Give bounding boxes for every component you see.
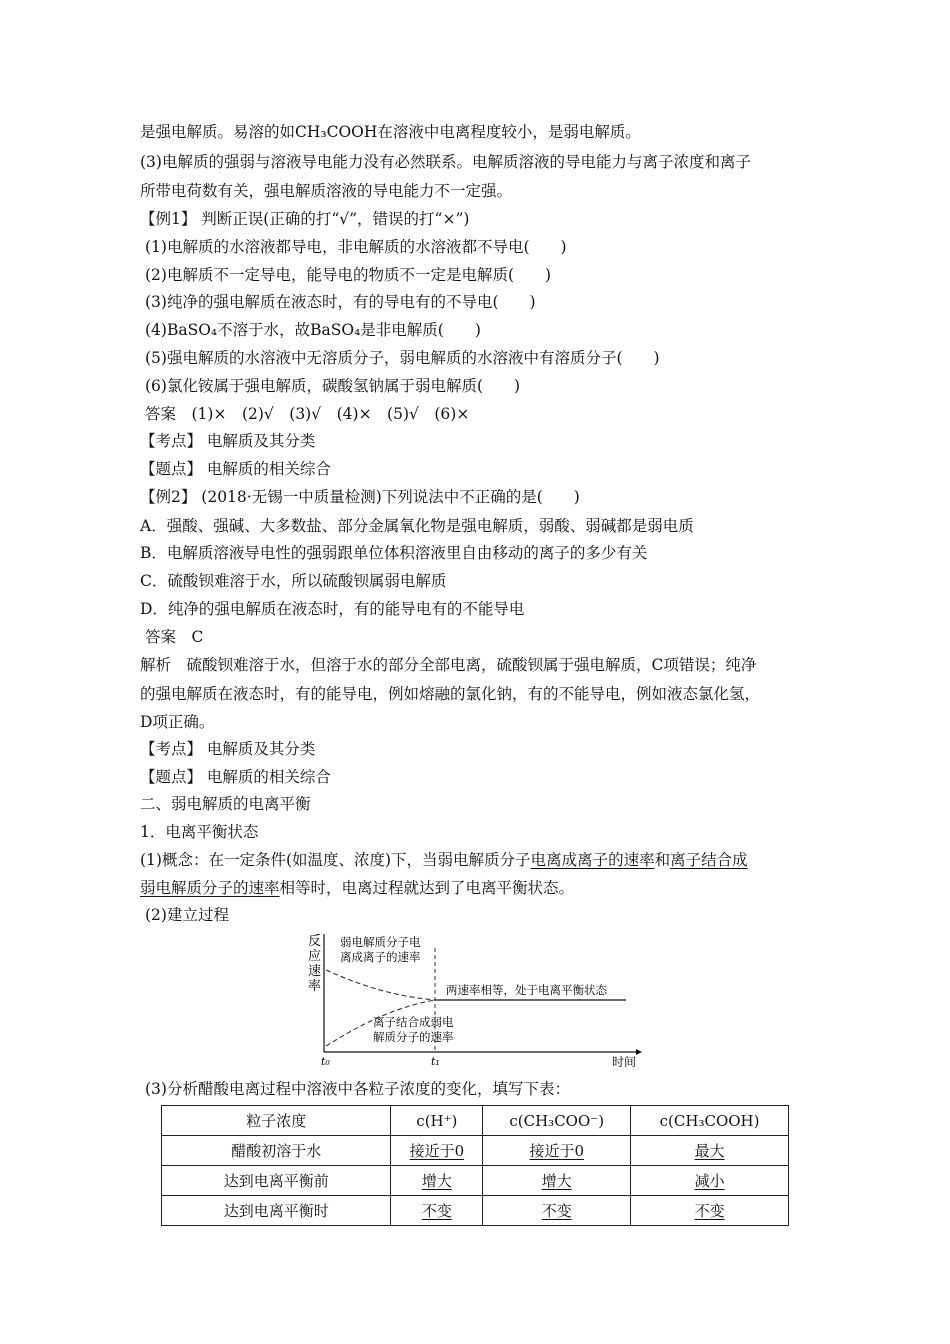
cell-answer: 接近于0 bbox=[529, 1142, 584, 1160]
concept-text: 相等时，电离过程就达到了电离平衡状态。 bbox=[279, 879, 575, 897]
x-tick-label-t0: t₀ bbox=[321, 1055, 330, 1068]
build-process-label: (2)建立过程 bbox=[145, 906, 229, 924]
row-label: 达到电离平衡时 bbox=[162, 1196, 391, 1226]
row-label: 醋酸初溶于水 bbox=[162, 1136, 391, 1166]
concept-line-1 bbox=[140, 850, 748, 870]
table-row bbox=[162, 1136, 789, 1166]
table-cell bbox=[631, 1136, 789, 1166]
intro-line-3: 所带电荷数有关，强电解质溶液的导电能力不一定强。 bbox=[140, 182, 513, 200]
example-1-kaodian: 【考点】 电解质及其分类 bbox=[140, 432, 316, 450]
example-1-item: (3)纯净的强电解质在液态时，有的导电有的不导电( ) bbox=[145, 293, 536, 311]
example-2-option-c: C．硫酸钡难溶于水，所以硫酸钡属弱电解质 bbox=[140, 572, 447, 590]
table-intro: (3)分析醋酸电离过程中溶液中各粒子浓度的变化，填写下表： bbox=[145, 1080, 570, 1098]
cell-answer: 不变 bbox=[694, 1202, 725, 1220]
concept-underlined-term: 离子结合成 bbox=[670, 851, 748, 869]
example-1-item: (4)BaSO₄不溶于水，故BaSO₄是非电解质( ) bbox=[145, 321, 481, 339]
cell-answer: 接近于0 bbox=[409, 1142, 465, 1160]
table-cell bbox=[483, 1166, 631, 1196]
header-cell: c(H⁺) bbox=[391, 1106, 483, 1136]
equilibrium-annotation: 两速率相等，处于电离平衡状态 bbox=[446, 983, 607, 997]
concept-text: (1)概念：在一定条件(如温度、浓度)下，当弱电解质分子 bbox=[140, 851, 531, 869]
subsection-heading: 1．电离平衡状态 bbox=[140, 823, 259, 841]
cell-answer: 最大 bbox=[694, 1142, 725, 1160]
concept-underlined-term: 弱电解质分子的速率 bbox=[140, 879, 280, 897]
table-cell bbox=[391, 1166, 483, 1196]
forward-rate-label: 弱电解质分子电 bbox=[340, 935, 421, 949]
equilibrium-rate-chart bbox=[300, 928, 650, 1068]
x-axis-arrow bbox=[636, 1049, 642, 1055]
x-axis-label: 时间 bbox=[612, 1055, 637, 1068]
concept-text: 和 bbox=[654, 851, 671, 869]
example-2-tidian: 【题点】 电解质的相关综合 bbox=[140, 768, 331, 786]
cell-answer: 减小 bbox=[694, 1172, 725, 1190]
example-1-item: (6)氯化铵属于强电解质，碳酸氢钠属于弱电解质( ) bbox=[145, 377, 521, 395]
intro-line-1: 是强电解质。易溶的如CH₃COOH在溶液中电离程度较小，是弱电解质。 bbox=[140, 123, 641, 141]
table-cell bbox=[631, 1196, 789, 1226]
example-2-analysis-line: 的强电解质在液态时，有的能导电，例如熔融的氯化钠，有的不能导电，例如液态氯化氢， bbox=[140, 685, 761, 703]
example-2-kaodian: 【考点】 电解质及其分类 bbox=[140, 740, 316, 758]
concentration-table bbox=[161, 1105, 789, 1226]
intro-line-2: (3)电解质的强弱与溶液导电能力没有必然联系。电解质溶液的导电能力与离子浓度和离子 bbox=[140, 153, 751, 171]
example-1-title: 【例1】 判断正误(正确的打“√”，错误的打“×”) bbox=[140, 210, 470, 228]
y-axis-label-char: 率 bbox=[308, 979, 322, 994]
table-cell bbox=[391, 1196, 483, 1226]
table-header-row bbox=[162, 1106, 789, 1136]
table-cell bbox=[483, 1136, 631, 1166]
cell-answer: 不变 bbox=[421, 1202, 452, 1220]
example-1-item: (1)电解质的水溶液都导电，非电解质的水溶液都不导电( ) bbox=[145, 238, 567, 256]
example-1-item: (5)强电解质的水溶液中无溶质分子，弱电解质的水溶液中有溶质分子( ) bbox=[145, 349, 660, 367]
forward-rate-label: 离成离子的速率 bbox=[340, 950, 421, 964]
example-2-analysis-line: 解析 硫酸钡难溶于水，但溶于水的部分全部电离，硫酸钡属于强电解质，C项错误；纯净 bbox=[140, 656, 757, 674]
section-heading: 二、弱电解质的电离平衡 bbox=[140, 795, 311, 813]
header-cell: c(CH₃COOH) bbox=[631, 1106, 789, 1136]
reverse-rate-label: 离子结合成弱电 bbox=[373, 1015, 454, 1029]
example-2-answer: 答案 C bbox=[145, 628, 204, 646]
concept-underlined-term: 电离成离子的速率 bbox=[530, 851, 655, 869]
cell-answer: 不变 bbox=[541, 1202, 572, 1220]
table-cell bbox=[631, 1166, 789, 1196]
example-2-title: 【例2】 (2018·无锡一中质量检测)下列说法中不正确的是( ) bbox=[140, 488, 580, 506]
y-axis-label-char: 反 bbox=[308, 934, 322, 949]
header-cell: c(CH₃COO⁻) bbox=[483, 1106, 631, 1136]
example-2-analysis-line: D项正确。 bbox=[140, 713, 215, 731]
table-cell bbox=[483, 1196, 631, 1226]
example-2-option-d: D．纯净的强电解质在液态时，有的能导电有的不能导电 bbox=[140, 600, 525, 618]
row-label: 达到电离平衡前 bbox=[162, 1166, 391, 1196]
example-1-tidian: 【题点】 电解质的相关综合 bbox=[140, 460, 331, 478]
reverse-rate-label: 解质分子的速率 bbox=[373, 1030, 454, 1044]
example-2-option-b: B．电解质溶液导电性的强弱跟单位体积溶液里自由移动的离子的多少有关 bbox=[140, 544, 648, 562]
concept-line-2 bbox=[140, 878, 574, 898]
example-2-option-a: A．强酸、强碱、大多数盐、部分金属氧化物是强电解质，弱酸、弱碱都是弱电质 bbox=[140, 517, 694, 535]
cell-answer: 增大 bbox=[421, 1172, 452, 1190]
y-axis-label-char: 应 bbox=[308, 949, 322, 964]
example-1-item: (2)电解质不一定导电，能导电的物质不一定是电解质( ) bbox=[145, 266, 552, 284]
table-cell bbox=[391, 1136, 483, 1166]
x-tick-label-t1: t₁ bbox=[431, 1055, 440, 1068]
table-row bbox=[162, 1196, 789, 1226]
cell-answer: 增大 bbox=[541, 1172, 572, 1190]
header-cell: 粒子浓度 bbox=[162, 1106, 391, 1136]
example-1-answer: 答案 (1)× (2)√ (3)√ (4)× (5)√ (6)× bbox=[145, 405, 470, 423]
y-axis-label-char: 速 bbox=[308, 964, 322, 979]
table-row bbox=[162, 1166, 789, 1196]
forward-rate-curve bbox=[326, 970, 435, 1000]
